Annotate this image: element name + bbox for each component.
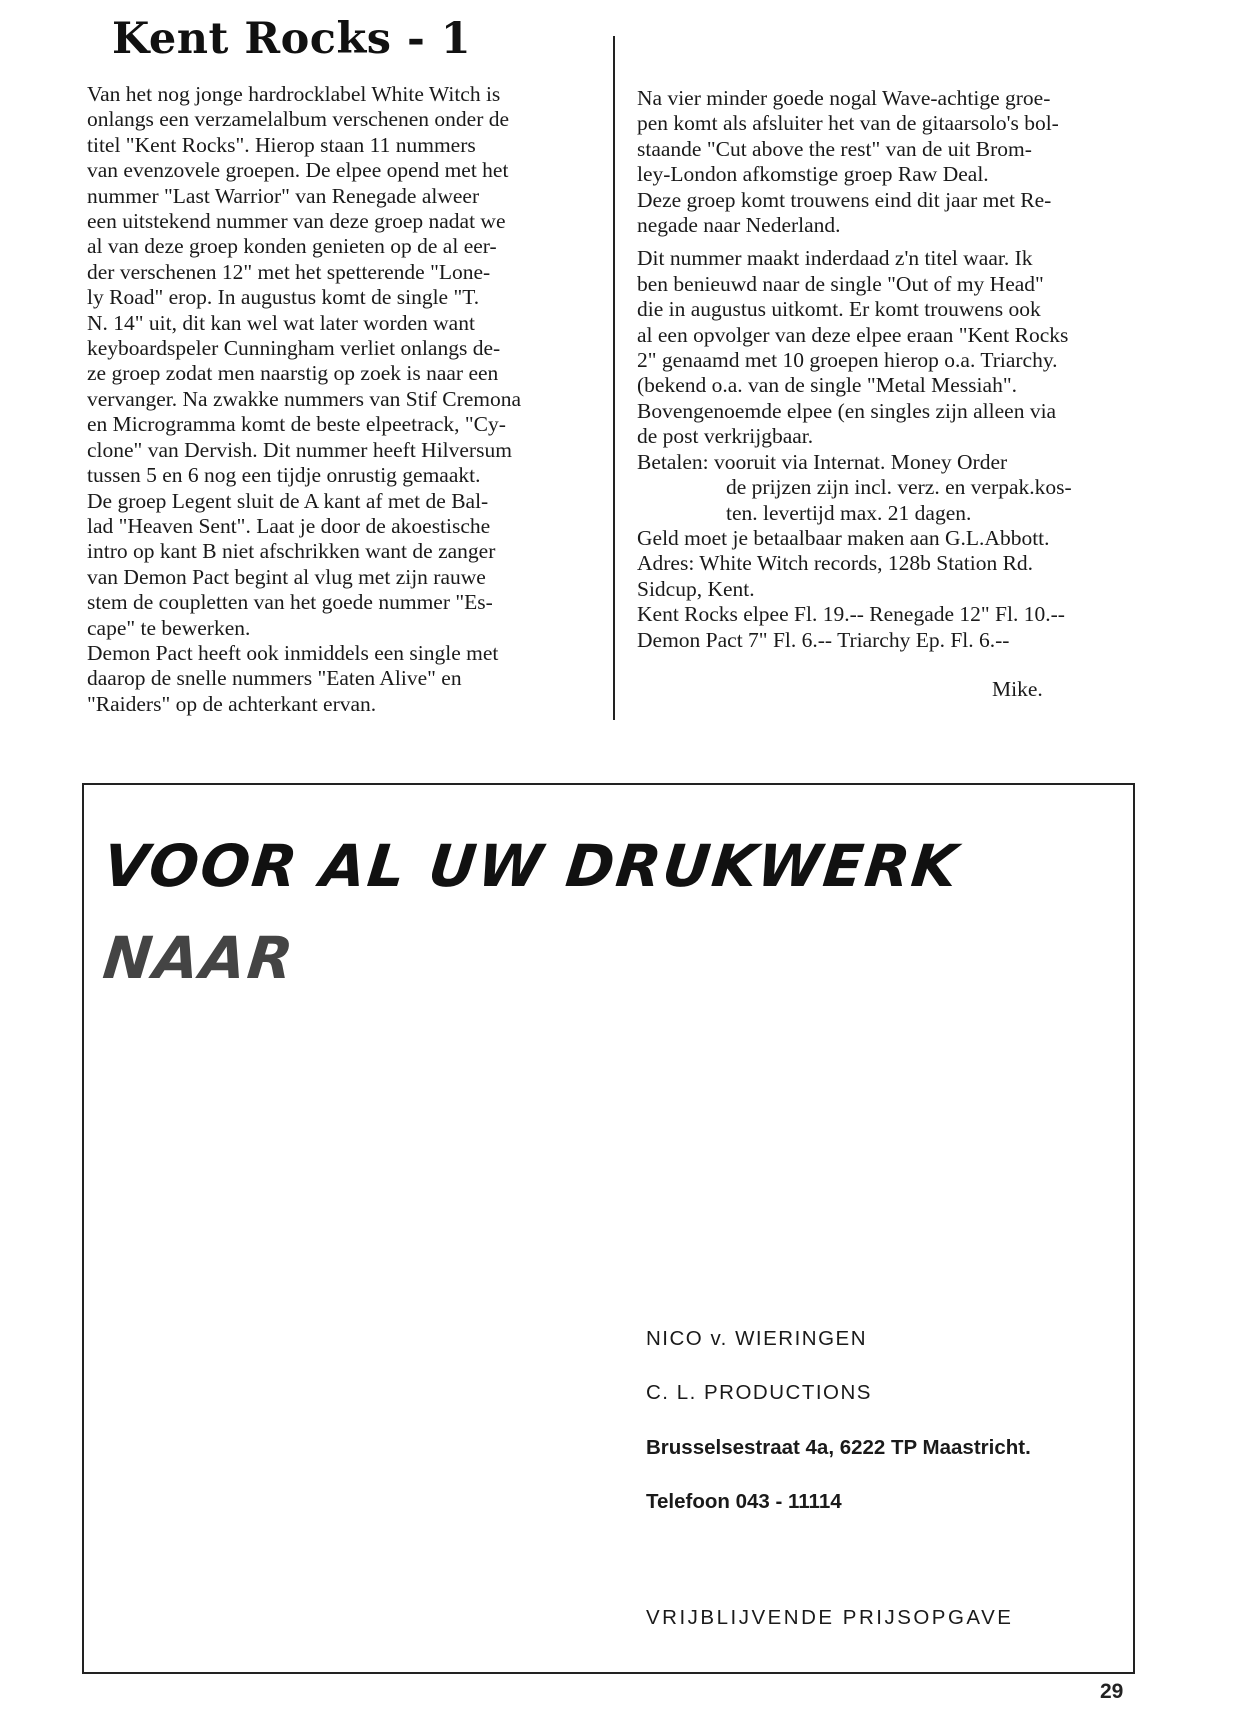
text-line: een uitstekend nummer van deze groep nadat we bbox=[87, 209, 506, 234]
text-line: onlangs een verzamelalbum verschenen onder de bbox=[87, 107, 510, 132]
ad-phone: Telefoon 043 - 11114 bbox=[646, 1490, 842, 1513]
text-line: ze groep zodat men naarstig op zoek is naar een bbox=[87, 361, 499, 386]
payment-detail: de prijzen zijn incl. verz. en verpak.kos- bbox=[726, 475, 1072, 500]
ad-headline: VOOR AL UW DRUKWERK bbox=[100, 832, 963, 900]
text-line: pen komt als afsluiter het van de gitaarsolo's bol- bbox=[637, 111, 1059, 136]
article-right-column bbox=[637, 86, 1157, 702]
text-line: van evenzovele groepen. De elpee opend met het bbox=[87, 158, 509, 183]
text-line: staande "Cut above the rest" van de uit Brom- bbox=[637, 136, 1032, 161]
text-line: ley-London afkomstige groep Raw Deal. bbox=[637, 162, 989, 187]
text-line: Na vier minder goede nogal Wave-achtige groe- bbox=[637, 86, 1051, 110]
price-line: Demon Pact 7" Fl. 6.-- Triarchy Ep. Fl. 6.-- bbox=[637, 627, 1010, 652]
text-line: (bekend o.a. van de single "Metal Messiah". bbox=[637, 373, 1017, 398]
text-line: stem de coupletten van het goede nummer "Es- bbox=[87, 590, 493, 615]
text-line: tussen 5 en 6 nog een tijdje onrustig gemaakt. bbox=[87, 463, 481, 488]
text-line: Van het nog jonge hardrocklabel White Witch is bbox=[87, 82, 501, 106]
article-title: Kent Rocks - 1 bbox=[112, 14, 472, 64]
text-line: Bovengenoemde elpee (en singles zijn alleen via bbox=[637, 398, 1057, 423]
text-line: 2" genaamd met 10 groepen hierop o.a. Triarchy. bbox=[637, 348, 1058, 373]
text-line: ben benieuwd naar de single "Out of my Head" bbox=[637, 271, 1044, 296]
text-line: N. 14" uit, dit kan wel wat later worden want bbox=[87, 310, 475, 335]
text-line: Geld moet je betaalbaar maken aan G.L.Abbott. bbox=[637, 525, 1050, 550]
text-line: clone" van Dervish. Dit nummer heeft Hilversum bbox=[87, 437, 512, 462]
text-line: der verschenen 12" met het spetterende "Lone- bbox=[87, 259, 491, 284]
text-line: Deze groep komt trouwens eind dit jaar met Re- bbox=[637, 187, 1052, 212]
text-line: titel "Kent Rocks". Hierop staan 11 nummers bbox=[87, 132, 476, 157]
text-line: De groep Legent sluit de A kant af met de Bal- bbox=[87, 488, 489, 513]
text-line: al van deze groep konden genieten op de al eer- bbox=[87, 234, 497, 259]
price-line: Kent Rocks elpee Fl. 19.-- Renegade 12" Fl. 10.-- bbox=[637, 602, 1065, 627]
text-line: van Demon Pact begint al vlug met zijn rauwe bbox=[87, 564, 486, 589]
text-line: nummer "Last Warrior" van Renegade alweer bbox=[87, 183, 480, 208]
payment-label: Betalen: vooruit via Internat. Money Order bbox=[637, 449, 1008, 474]
author-signature: Mike. bbox=[992, 676, 1043, 701]
text-line: daarop de snelle nummers "Eaten Alive" en bbox=[87, 666, 462, 691]
text-line: vervanger. Na zwakke nummers van Stif Cremona bbox=[87, 386, 522, 411]
article-left-column bbox=[87, 82, 587, 717]
text-line: "Raiders" op de achterkant ervan. bbox=[87, 691, 377, 716]
text-line: Sidcup, Kent. bbox=[637, 576, 755, 601]
text-line: die in augustus uitkomt. Er komt trouwens ook bbox=[637, 297, 1041, 322]
ad-contact-name: NICO v. WIERINGEN bbox=[646, 1327, 868, 1350]
text-line: en Microgramma komt de beste elpeetrack, "Cy- bbox=[87, 412, 506, 437]
page-number: 29 bbox=[1100, 1680, 1124, 1703]
advertisement-box bbox=[82, 783, 1135, 1674]
ad-offer: VRIJBLIJVENDE PRIJSOPGAVE bbox=[646, 1606, 1014, 1629]
text-line: intro op kant B niet afschrikken want de zanger bbox=[87, 539, 496, 564]
text-line: ly Road" erop. In augustus komt de single "T. bbox=[87, 285, 480, 310]
ad-headline-secondary: NAAR bbox=[100, 924, 299, 992]
text-line: Dit nummer maakt inderdaad z'n titel waar. Ik bbox=[637, 246, 1033, 271]
ad-company-name: C. L. PRODUCTIONS bbox=[646, 1381, 872, 1404]
text-line: Adres: White Witch records, 128b Station Rd. bbox=[637, 551, 1034, 576]
ad-address: Brusselsestraat 4a, 6222 TP Maastricht. bbox=[646, 1436, 1031, 1459]
text-line: cape" te bewerken. bbox=[87, 615, 251, 640]
column-divider bbox=[613, 36, 615, 720]
text-line: negade naar Nederland. bbox=[637, 213, 841, 238]
text-line: de post verkrijgbaar. bbox=[637, 424, 814, 449]
text-line: Demon Pact heeft ook inmiddels een single met bbox=[87, 640, 499, 665]
text-line: lad "Heaven Sent". Laat je door de akoestische bbox=[87, 513, 491, 538]
payment-detail: ten. levertijd max. 21 dagen. bbox=[726, 500, 972, 525]
text-line: keyboardspeler Cunningham verliet onlangs de- bbox=[87, 336, 501, 361]
text-line: al een opvolger van deze elpee eraan "Kent Rocks bbox=[637, 322, 1069, 347]
